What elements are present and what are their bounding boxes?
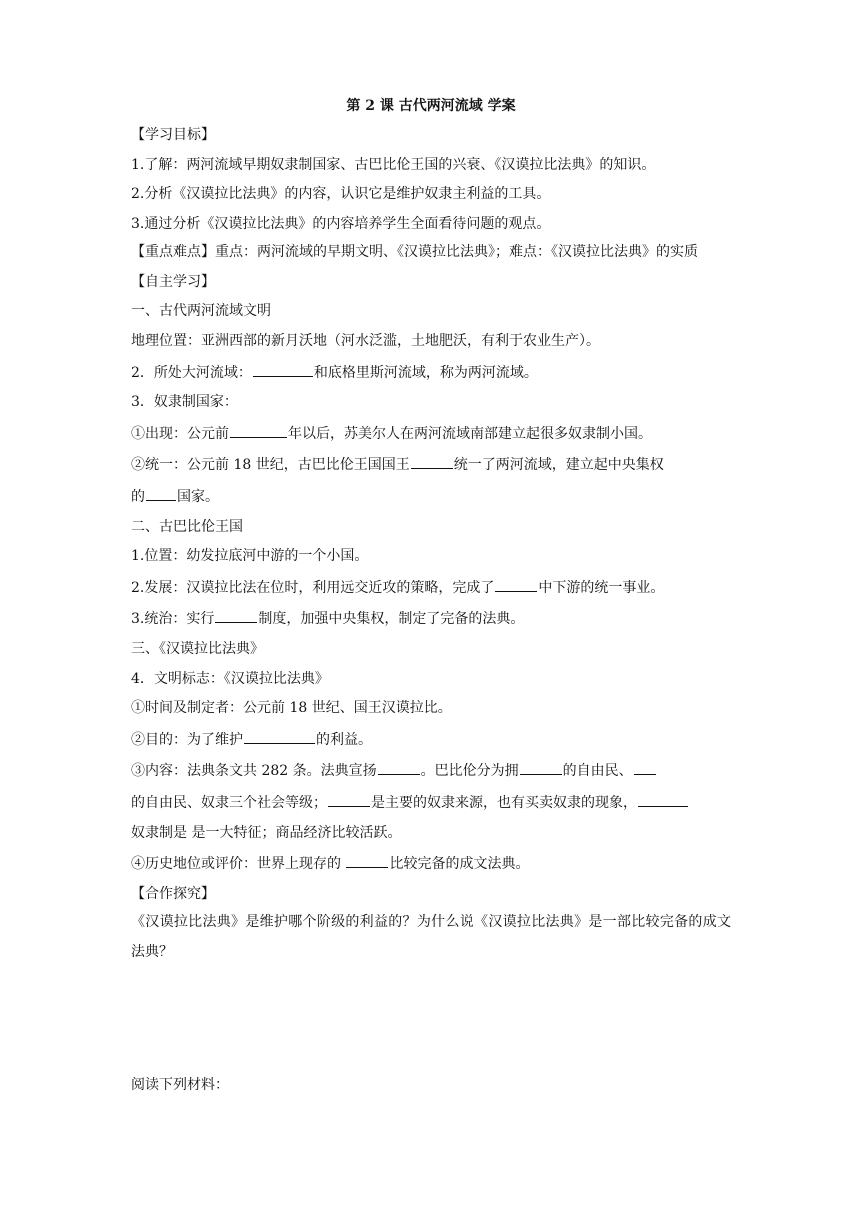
- content-line-2: [131, 791, 731, 813]
- rivers-text-b: 和底格里斯河流域，称为两河流域。: [313, 364, 538, 381]
- appear-text-b: 年以后，苏美尔人在两河流域南部建立起很多奴隶制小国。: [288, 425, 652, 442]
- answer-space-2[interactable]: [131, 1023, 731, 1075]
- key-points-paragraph: 【重点难点】重点：两河流域的早期文明、《汉谟拉比法典》；难点：《汉谟拉比法典》的实质: [131, 244, 698, 261]
- content-line-3: 奴隶制是 是一大特征；商品经济比较活跃。: [131, 824, 402, 841]
- development-line: [131, 576, 731, 598]
- unify-line: [131, 453, 731, 475]
- unify-text-a: ②统一：公元前 18 世纪，古巴比伦王国国王: [131, 457, 410, 474]
- blank-source[interactable]: [328, 791, 370, 807]
- dev-text-b: 中下游的统一事业。: [538, 579, 665, 596]
- section3-heading: 三、《汉谟拉比法典》: [131, 641, 264, 657]
- reading-prompt: 阅读下列材料：: [131, 1077, 229, 1094]
- blank-feature[interactable]: [638, 791, 688, 807]
- content-text-b: 。巴比伦分为拥: [420, 763, 519, 780]
- cooperation-heading: 【合作探究】: [131, 885, 215, 902]
- eval-text-a: ④历史地位或评价：世界上现存的: [131, 856, 346, 873]
- evaluation-line: [131, 852, 731, 874]
- unify-text-b: 统一了两河流域，建立起中央集权: [453, 457, 664, 474]
- purpose-text-b: 的利益。: [316, 731, 372, 748]
- unify-text-c: 的: [131, 489, 145, 506]
- section1-heading: 一、古代两河流域文明: [131, 303, 271, 320]
- content-text-a: ③内容：法典条文共 282 条。法典宣扬: [131, 763, 377, 780]
- purpose-line: [131, 728, 731, 750]
- cooperation-question: 《汉谟拉比法典》是维护哪个阶级的利益的？为什么说《汉谟拉比法典》是一部比较完备的成文法典？: [131, 914, 731, 960]
- civilization-mark-line: 4．文明标志：《汉谟拉比法典》: [131, 670, 329, 687]
- content-line-1: [131, 759, 731, 781]
- rule-text-b: 制度，加强中央集权，制定了完备的法典。: [258, 611, 525, 628]
- goal-item-2: 2.分析《汉谟拉比法典》的内容，认识它是维护奴隶主利益的工具。: [131, 186, 551, 203]
- slave-states-line: 3．奴隶制国家：: [131, 394, 238, 411]
- unify-text-d: 国家。: [177, 489, 219, 506]
- geo-location-line: 地理位置：亚洲西部的新月沃地（河水泛滥，土地肥沃，有利于农业生产）。: [131, 333, 600, 350]
- appear-line: [131, 422, 731, 444]
- rivers-text-a: 2．所处大河流域：: [131, 364, 252, 381]
- content-text-d: 的自由民、奴隶三个社会等级；: [131, 794, 327, 811]
- rule-line: [131, 607, 731, 629]
- answer-space[interactable]: [131, 971, 731, 1023]
- rivers-line: [131, 361, 731, 383]
- goals-heading: 【学习目标】: [131, 127, 215, 143]
- dev-text-a: 2.发展：汉谟拉比法在位时，利用远交近攻的策略，完成了: [131, 579, 495, 596]
- purpose-text-a: ②目的：为了维护: [131, 731, 243, 748]
- self-study-heading: 【自主学习】: [131, 273, 215, 290]
- eval-text-b: 比较完备的成文法典。: [389, 856, 530, 873]
- goal-item-1: 1.了解：两河流域早期奴隶制国家、古巴比伦王国的兴衰、《汉谟拉比法典》的知识。: [131, 156, 656, 173]
- blank-property[interactable]: [520, 759, 562, 775]
- time-maker-line: ①时间及制定者：公元前 18 世纪、国王汉谟拉比。: [131, 700, 452, 717]
- content-text-e: 是主要的奴隶来源，也有买卖奴隶的现象，: [371, 794, 637, 811]
- blank-king[interactable]: [411, 453, 453, 469]
- blank-rank[interactable]: [346, 852, 388, 868]
- appear-text-a: ①出现：公元前: [131, 425, 229, 442]
- content-text-c: 的自由民、: [562, 763, 633, 780]
- blank-system[interactable]: [215, 607, 257, 623]
- blank-river[interactable]: [253, 361, 313, 377]
- blank-region[interactable]: [495, 576, 537, 592]
- section2-heading: 二、古巴比伦王国: [131, 518, 243, 535]
- worksheet-page: [131, 96, 731, 1105]
- blank-other[interactable]: [634, 759, 656, 775]
- blank-class[interactable]: [244, 728, 315, 744]
- unify-line-cont: [131, 485, 731, 507]
- blank-state-type[interactable]: [146, 485, 176, 501]
- blank-doctrine[interactable]: [378, 759, 420, 775]
- goal-item-3: 3.通过分析《汉谟拉比法典》的内容培养学生全面看待问题的观点。: [131, 215, 551, 232]
- blank-year[interactable]: [230, 422, 287, 438]
- location-line: 1.位置：幼发拉底河中游的一个小国。: [131, 548, 369, 565]
- page-title: 第 2 课 古代两河流域 学案: [346, 98, 516, 114]
- rule-text-a: 3.统治：实行: [131, 611, 215, 628]
